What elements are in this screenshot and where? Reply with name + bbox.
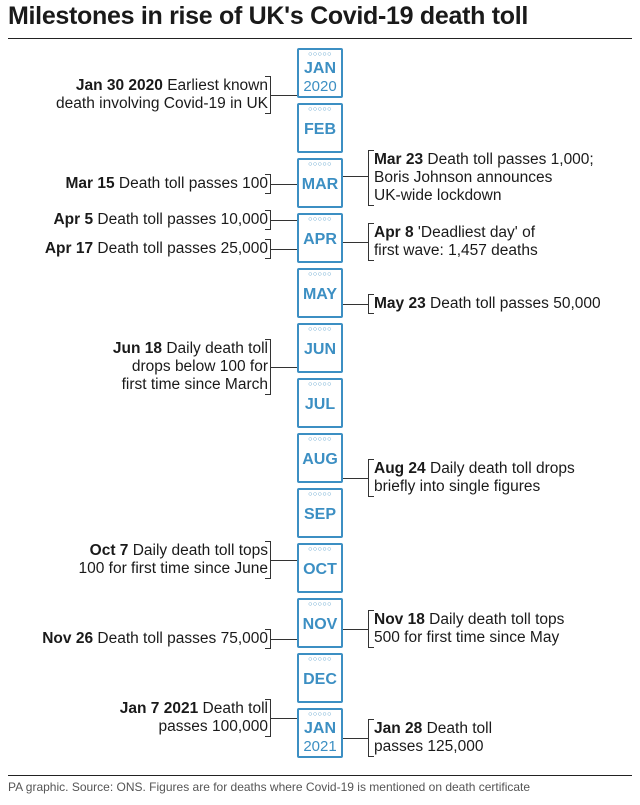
milestone-date: Nov 26 — [42, 630, 94, 647]
milestone-connector — [343, 242, 368, 243]
calendar-rings: ○○○○○ — [308, 601, 332, 608]
milestone-description: 100 for first time since June — [78, 560, 268, 577]
calendar-month-icon — [297, 433, 343, 483]
calendar-month-icon — [297, 653, 343, 703]
month-label: FEB — [304, 121, 336, 138]
milestone-connector — [343, 176, 368, 177]
milestone-description: Death toll passes 50,000 — [425, 295, 601, 312]
calendar-month-icon — [297, 598, 343, 648]
milestone-date: Apr 8 — [374, 224, 414, 241]
calendar-month-icon — [297, 323, 343, 373]
milestone-description: drops below 100 for — [131, 358, 268, 375]
calendar-month-icon — [297, 48, 343, 98]
month-label: OCT — [303, 561, 337, 578]
milestone-bracket — [368, 223, 374, 261]
milestone-date: Mar 23 — [374, 151, 424, 168]
calendar-rings: ○○○○○ — [308, 711, 332, 718]
milestone-text — [374, 295, 601, 313]
milestone-description: 'Deadliest day' of — [413, 224, 535, 241]
month-label: JAN — [303, 720, 336, 737]
calendar-rings: ○○○○○ — [308, 161, 332, 168]
milestone-text — [374, 151, 594, 205]
calendar-rings: ○○○○○ — [308, 656, 332, 663]
milestone-description: Death toll passes 25,000 — [93, 240, 268, 257]
milestone-date: Jan 7 2021 — [119, 700, 199, 717]
milestone-description: Daily death toll tops — [424, 611, 565, 628]
calendar-rings: ○○○○○ — [308, 271, 332, 278]
milestone-description: Death toll passes 75,000 — [93, 630, 268, 647]
milestone-connector — [343, 304, 368, 305]
milestone-text — [78, 542, 268, 578]
milestone-text — [374, 460, 575, 496]
milestone-text — [374, 611, 564, 647]
milestone-date: Jun 18 — [112, 340, 163, 357]
milestone-text — [120, 700, 268, 736]
source-note: PA graphic. Source: ONS. Figures are for deaths where Covid-19 is mentioned on death certificate — [8, 780, 531, 794]
month-label: JAN — [303, 60, 336, 77]
milestone-date: Nov 18 — [374, 611, 425, 628]
milestone-connector — [271, 367, 297, 368]
milestone-description: death involving Covid-19 in UK — [56, 95, 268, 112]
milestone-date: Jan 28 — [374, 720, 423, 737]
month-label: MAR — [301, 176, 339, 193]
month-label: SEP — [303, 506, 336, 523]
milestone-date: Apr 5 — [53, 211, 94, 228]
milestone-description: Daily death toll drops — [425, 460, 575, 477]
milestone-bracket — [368, 610, 374, 648]
milestone-bracket — [368, 719, 374, 757]
calendar-month-icon — [297, 378, 343, 428]
milestone-connector — [271, 639, 297, 640]
milestone-connector — [271, 560, 297, 561]
milestone-date: Aug 24 — [374, 460, 426, 477]
milestone-text — [374, 720, 492, 756]
calendar-rings: ○○○○○ — [308, 546, 332, 553]
milestone-text — [374, 224, 538, 260]
milestone-connector — [271, 95, 297, 96]
month-label: JUN — [303, 341, 336, 358]
milestone-description: Death toll — [198, 700, 268, 717]
year-label: 2020 — [303, 78, 337, 95]
milestone-connector — [343, 629, 368, 630]
calendar-rings: ○○○○○ — [308, 51, 332, 58]
footer-divider — [8, 775, 632, 776]
milestone-description: Daily death toll — [162, 340, 268, 357]
calendar-rings: ○○○○○ — [308, 326, 332, 333]
milestone-connector — [271, 184, 297, 185]
milestone-connector — [343, 738, 368, 739]
milestone-date: Mar 15 — [65, 175, 115, 192]
calendar-month-icon — [297, 268, 343, 318]
year-label: 2021 — [303, 738, 337, 755]
milestone-description: Death toll passes 10,000 — [93, 211, 268, 228]
calendar-month-icon — [297, 488, 343, 538]
month-label: APR — [303, 231, 337, 248]
calendar-rings: ○○○○○ — [308, 436, 332, 443]
milestone-description: first time since March — [121, 376, 268, 393]
calendar-rings: ○○○○○ — [308, 491, 332, 498]
milestone-text — [113, 340, 268, 394]
milestone-description: passes 100,000 — [158, 718, 268, 735]
milestone-text — [56, 77, 268, 113]
milestone-bracket — [368, 294, 374, 314]
milestone-connector — [343, 478, 368, 479]
milestone-text — [53, 211, 268, 229]
milestone-description: UK-wide lockdown — [374, 187, 502, 204]
milestone-description: Earliest known — [162, 77, 268, 94]
milestone-date: Oct 7 — [89, 542, 129, 559]
milestone-connector — [271, 718, 297, 719]
milestone-description: 500 for first time since May — [374, 629, 560, 646]
milestone-description: Death toll passes 1,000; — [423, 151, 594, 168]
milestone-date: May 23 — [374, 295, 426, 312]
calendar-month-icon — [297, 708, 343, 758]
title-divider — [8, 38, 632, 39]
milestone-description: Daily death toll tops — [128, 542, 268, 559]
milestone-bracket — [368, 150, 374, 206]
month-label: AUG — [302, 451, 338, 468]
milestone-date: Apr 17 — [44, 240, 94, 257]
calendar-month-icon — [297, 103, 343, 153]
milestone-date: Jan 30 2020 — [75, 77, 163, 94]
milestone-text — [66, 175, 269, 193]
month-label: JUL — [304, 396, 336, 413]
calendar-month-icon — [297, 543, 343, 593]
calendar-rings: ○○○○○ — [308, 216, 332, 223]
calendar-rings: ○○○○○ — [308, 381, 332, 388]
milestone-connector — [271, 220, 297, 221]
month-label: NOV — [302, 616, 338, 633]
page-title: Milestones in rise of UK's Covid-19 death toll — [8, 2, 529, 30]
milestone-description: passes 125,000 — [374, 738, 484, 755]
milestone-description: Death toll — [422, 720, 493, 737]
calendar-rings: ○○○○○ — [308, 106, 332, 113]
milestone-description: first wave: 1,457 deaths — [374, 242, 538, 259]
milestone-text — [45, 240, 268, 258]
calendar-month-icon — [297, 158, 343, 208]
calendar-month-icon — [297, 213, 343, 263]
milestone-description: Death toll passes 100 — [114, 175, 268, 192]
milestone-description: briefly into single figures — [374, 478, 541, 495]
milestone-description: Boris Johnson announces — [374, 169, 553, 186]
milestone-text — [42, 630, 268, 648]
milestone-bracket — [368, 459, 374, 497]
milestone-connector — [271, 249, 297, 250]
month-label: MAY — [302, 286, 338, 303]
month-label: DEC — [303, 671, 337, 688]
